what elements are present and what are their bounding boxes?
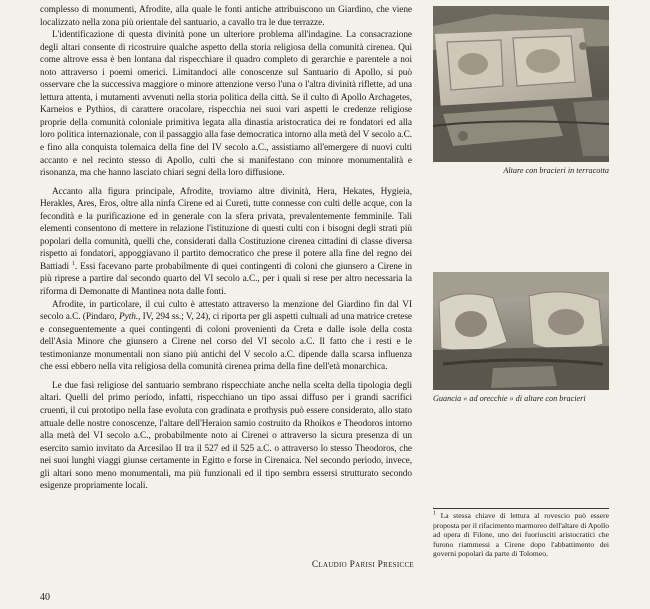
altar-cheek-photo <box>433 272 609 390</box>
main-text-column <box>40 4 412 493</box>
paragraph-3 <box>40 186 412 299</box>
paragraph-1: complesso di monumenti, Afrodite, alla quale le fonti antiche attribuiscono un Giardino, che viene localizzato nella zona più orientale del santuario, a cavallo tra le due terrazze. <box>40 5 412 28</box>
footnote-reference: 1 <box>71 260 75 267</box>
paragraph-2: L'identificazione di questa divinità pone un ulteriore problema all'indagine. La consacrazione degli altari consente di ricostruire qualche aspetto della storia religiosa della comunità cirenea. Qui come altrove essa è ben lontana dal rispecchiare il quadro completo di gerarchie e parentele a noi noto attraverso i poemi omerici. Limitandoci alle conoscenze sul Santuario di Apollo, si può osservare che la successiva maggiore o minore attenzione verso l'una o l'altra divinità riflette, ad una lettura attenta, i mutamenti avvenuti nella storia politica della città. Se il culto di Apollo Archagetes, Karneios e Pythios, di carattere oracolare, rispecchia nei suoi vari aspetti le credenze religiose proprie della comunità coloniale primitiva legata alla dinastia aristocratica dei re fondatori ed alla loro politica internazionale, con il passaggio alla fase democratica intorno alla metà del V secolo a.C. e fino alla conquista tolemaica della fine del IV secolo a.C., assistiamo all'emergere di nuovi culti accanto e nel recinto stesso di Apollo, culti che si manifestano con minore monumentalità e risonanza, ma che hanno lasciato chiari segni della loro diffusione. <box>40 30 412 179</box>
paragraph-4 <box>40 299 412 374</box>
altar-cheek-photo-image <box>433 272 609 390</box>
pythian-citation: Pyth. <box>118 312 139 323</box>
footnote-text: La stessa chiave di lettura al rovescio può essere proposta per il rifacimento marmoreo dell'altare di Apollo ad opera di Filone, uno dei fuoriusciti aristocratici che furono riammessi a Cirene dopo l'abbattimento dei governi popolari da parte di Tolomeo. <box>433 511 609 559</box>
altar-caption: Altare con bracieri in terracotta <box>503 166 609 175</box>
altar-photo-image <box>433 6 609 162</box>
altar-cheek-caption: Guancia « ad orecchie » di altare con bracieri <box>433 394 586 403</box>
paragraph-3-text: Accanto alla figura principale, Afrodite, troviamo altre divinità, Hera, Hekates, Hygieia, Herakles, Ares, Eros, oltre alla ninfa Cirene ed ai Cureti, tutte connesse con culti delle acque, con la fecondità e la purificazione ed in generale con la sfera privata, prevalentemente femminile. Tali elementi consentono di mettere in relazione l'istituzione di questi culti con i bisogni degli strati più popolari della comunità, quelli che, considerati dalla Costituzione cirenea cittadini di classe diversa rispetto ai fondatori, appoggiavano il partito democratico che prese il potere alla fine del regno dei Battiadi <box>40 186 412 272</box>
author-signature: Claudio Parisi Presicce <box>311 560 414 570</box>
paragraph-4-text: Afrodite, in particolare, il cui culto è attestato attraverso la menzione del Giardino fin dal VI secolo a.C. (Pindaro, <box>40 299 412 323</box>
footnote-rule <box>433 508 609 509</box>
paragraph-5: Le due fasi religiose del santuario sembrano rispecchiate anche nella scelta della tipologia degli altari. Quelli del primo periodo, infatti, rispecchiano un tipo assai diffuso per i grandi sacrifici cruenti, il cui prototipo nella fase evoluta con gradinata e prothysis può essere considerato, allo stato attuale delle nostre conoscenze, l'altare dell'Heraion samio costruito da Rhoikos e Theodoros intorno alla metà del VI secolo a.C., probabilmente noto ai Cirenei o attraverso la sicura presenza di un esercito samio invitato da Arcesilao II tra il 527 ed il 525 a.C. o attraverso lo stesso Theodoros, che nei suoi lunghi viaggi giunse certamente in Egitto e forse in Cirenaica. Nel secondo periodo, invece, gli altari sono meno monumentali, ma più funzionali ed il tipo sembra essersi strutturato secondo esigenze propriamente locali. <box>40 380 412 492</box>
altar-photo <box>433 6 609 162</box>
footnote-number: 1 <box>433 510 436 517</box>
page-number: 40 <box>40 592 50 603</box>
paragraph-4-continuation: , IV, 294 ss.; V, 24), ci riporta per gli aspetti cultuali ad una matrice cretese e conseguentemente a quei contingenti di coloni provenienti da Creta e dalle isole della costa dell'Asia Minore che giunsero a Cirene nel corso del VI secolo a.C. Il fatto che i resti e le testimonianze monumentali non siano più antichi del V secolo a.C. dipende dalla scarsa influenza che essi ebbero nella vita religiosa della comunità cirenea prima della fine dell'età monarchica. <box>40 312 413 373</box>
paragraph-3-continuation: . Essi facevano parte probabilmente di quei contingenti di coloni che giunsero a Cirene in più riprese a partire dal secondo quarto del VI secolo a.C., per i quali si rese per altro necessaria la riforma di Demonatte di Mantinea nota dalle fonti. <box>40 261 412 298</box>
footnote <box>433 511 609 559</box>
